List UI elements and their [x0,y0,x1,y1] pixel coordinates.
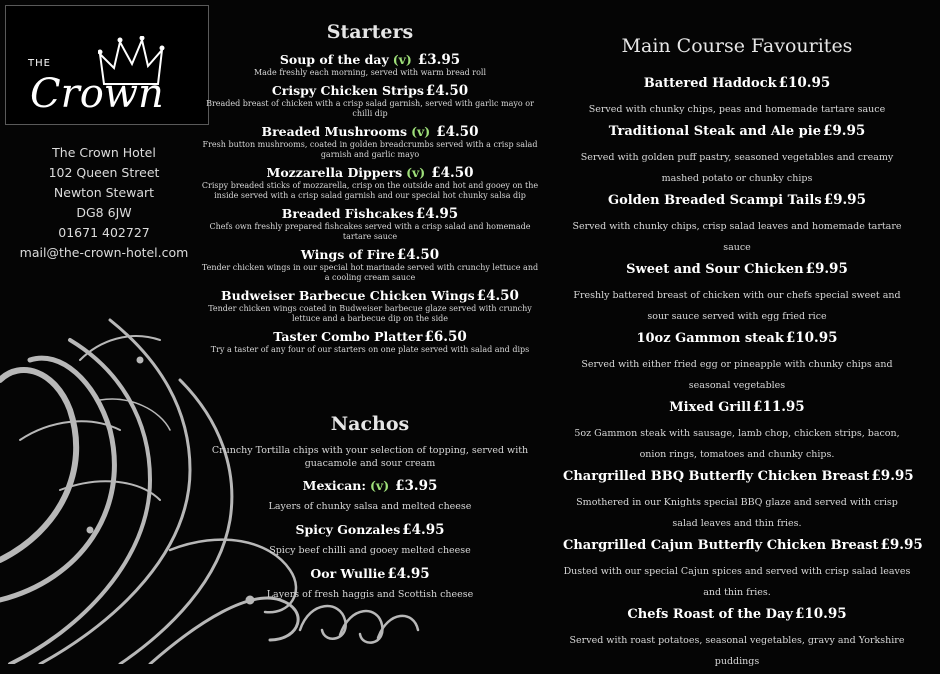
menu-item [200,83,540,119]
logo [5,5,209,125]
dish-description: Breaded breast of chicken with a crisp salad garnish, served with garlic mayo or chilli dip [206,99,534,118]
dish-name: Breaded Mushrooms [261,124,408,139]
dish-name: Oor Wullie [310,566,386,581]
dish-name: Mozzarella Dippers [266,165,403,180]
dish-price: £3.95 [395,478,438,494]
town: Newton Stewart [53,185,155,200]
dish-name: Budweiser Barbecue Chicken Wings [221,288,475,303]
dish-description: Made freshly each morning, served with warm bread roll [253,68,487,77]
menu-item-name-line [200,478,540,494]
dish-name: Sweet and Sour Chicken [626,262,804,277]
dish-price: £4.95 [415,206,459,222]
dish-name: Mixed Grill [669,400,752,415]
dish-price: £4.50 [396,247,440,263]
dish-name: Soup of the day [279,52,389,67]
vegetarian-marker: (v) [370,478,390,493]
dish-name: Mexican: [302,478,367,493]
email-address: mail@the-crown-hotel.com [19,245,189,260]
menu-item [200,124,540,160]
vegetarian-marker: (v) [392,52,412,67]
dish-description: Served with either fried egg or pineapple with chunky chips and seasonal vegetables [581,359,893,391]
menu-item-name-line [563,191,911,210]
menu-item [563,467,914,534]
dish-description: Tender chicken wings in our special hot marinade served with crunchy lettuce and a cooling cream sauce [201,263,539,282]
dish-name: Chargrilled Cajun Butterfly Chicken Breast [563,538,879,553]
dish-description: Try a taster of any four of our starters on one plate served with salad and dips [210,345,530,354]
mains-title: Main Course Favourites [621,35,853,57]
logo-the-text: THE [28,58,51,69]
menu-item-name-line [563,329,911,348]
phone-number: 01671 402727 [58,225,150,240]
menu-item [563,122,911,189]
dish-price: £9.95 [822,123,866,139]
dish-description: Layers of fresh haggis and Scottish cheese [266,589,474,600]
menu-item [563,605,911,672]
dish-name: Crispy Chicken Strips [271,83,424,98]
starters-title: Starters [326,21,414,43]
nachos-title: Nachos [330,413,410,435]
menu-item [200,522,540,557]
dish-description: Tender chicken wings coated in Budweiser barbecue glaze served with crunchy lettuce and a barbecue dip on the side [208,304,532,323]
menu-item-name-line [200,329,540,345]
nachos-intro: Crunchy Tortilla chips with your selection of topping, served with guacamole and sour cream [211,445,529,469]
main-course-section [563,32,923,674]
menu-item-name-line [563,74,911,93]
dish-name: Traditional Steak and Ale pie [608,124,821,139]
dish-description: Crispy breaded sticks of mozzarella, crisp on the outside and hot and gooey on the inside served with a crisp salad garnish and our special hot chunky salsa dip [201,181,539,200]
dish-price: £9.95 [871,468,914,484]
dish-price: £9.95 [880,537,923,553]
menu-item [563,329,911,396]
logo-crown-text: Crown [30,71,164,117]
menu-item [563,398,911,465]
dish-description: Served with chunky chips, peas and homemade tartare sauce [588,104,886,115]
dish-description: Spicy beef chilli and gooey melted cheese [269,545,471,556]
menu-item [200,566,540,601]
dish-price: £4.50 [425,83,469,99]
dish-price: £9.95 [823,192,866,208]
vegetarian-marker: (v) [406,165,426,180]
menu-item [563,260,911,327]
dish-price: £11.95 [753,399,805,415]
dish-name: Taster Combo Platter [273,329,423,344]
dish-name: Spicy Gonzales [295,522,401,537]
dish-description: Dusted with our special Cajun spices and served with crisp salad leaves and thin fries. [563,566,911,598]
menu-item-name-line [563,536,923,555]
menu-item-name-line [200,206,540,222]
menu-item-name-line [200,522,540,538]
dish-name: Chargrilled BBQ Butterfly Chicken Breast [563,469,870,484]
menu-item [200,247,540,283]
dish-price: £10.95 [794,606,847,622]
hotel-name: The Crown Hotel [52,145,156,160]
dish-description: Chefs own freshly prepared fishcakes served with a crisp salad and homemade tartare sauce [209,222,531,241]
dish-price: £4.95 [402,522,445,538]
dish-price: £4.95 [387,566,430,582]
dish-description: 5oz Gammon steak with sausage, lamb chop, chicken strips, bacon, onion rings, tomatoes and chunky chips. [574,428,900,460]
dish-description: Served with golden puff pastry, seasoned vegetables and creamy mashed potato or chunky chips [580,152,894,184]
menu-item-name-line [200,83,540,99]
menu-item [200,52,540,78]
menu-item [563,191,911,258]
dish-name: Breaded Fishcakes [281,206,414,221]
dish-description: Served with roast potatoes, seasonal vegetables, gravy and Yorkshire puddings [569,635,905,667]
menu-item-name-line [200,124,540,140]
menu-item-name-line [200,52,540,68]
dish-price: £4.50 [436,124,479,140]
postcode: DG8 6JW [76,205,132,220]
menu-item [200,288,540,324]
menu-item [200,165,540,201]
dish-name: 10oz Gammon steak [636,331,784,346]
menu-item [563,536,923,603]
dish-name: Wings of Fire [300,247,395,262]
dish-name: Chefs Roast of the Day [627,607,793,622]
menu-item-name-line [563,122,911,141]
dish-description: Served with chunky chips, crisp salad leaves and homemade tartare sauce [572,221,902,253]
vegetarian-marker: (v) [411,124,431,139]
dish-price: £4.50 [431,165,474,181]
dish-price: £10.95 [778,75,831,91]
menu-item-name-line [563,605,911,624]
menu-item-name-line [563,398,911,417]
dish-price: £4.50 [476,288,519,304]
dish-price: £9.95 [805,261,848,277]
dish-price: £10.95 [785,330,838,346]
menu-item-name-line [200,288,540,304]
starters-section [200,18,540,360]
menu-item-name-line [200,165,540,181]
dish-description: Layers of chunky salsa and melted cheese [268,501,472,512]
street: 102 Queen Street [48,165,160,180]
dish-description: Smothered in our Knights special BBQ glaze and served with crisp salad leaves and thin fries. [576,497,898,529]
menu-item-name-line [200,247,540,263]
dish-description: Freshly battered breast of chicken with our chefs special sweet and sour sauce served with egg fried rice [573,290,901,322]
menu-item [200,329,540,355]
menu-item-name-line [200,566,540,582]
menu-item [563,74,911,120]
dish-description: Fresh button mushrooms, coated in golden breadcrumbs served with a crisp salad garnish and garlic mayo [202,140,538,159]
dish-price: £6.50 [424,329,467,345]
menu-item-name-line [563,467,914,486]
contact-address [0,143,208,263]
dish-price: £3.95 [417,52,461,68]
menu-item [200,478,540,513]
dish-name: Battered Haddock [643,76,777,91]
dish-name: Golden Breaded Scampi Tails [608,193,822,208]
menu-item [200,206,540,242]
menu-item-name-line [563,260,911,279]
nachos-section [200,410,540,610]
